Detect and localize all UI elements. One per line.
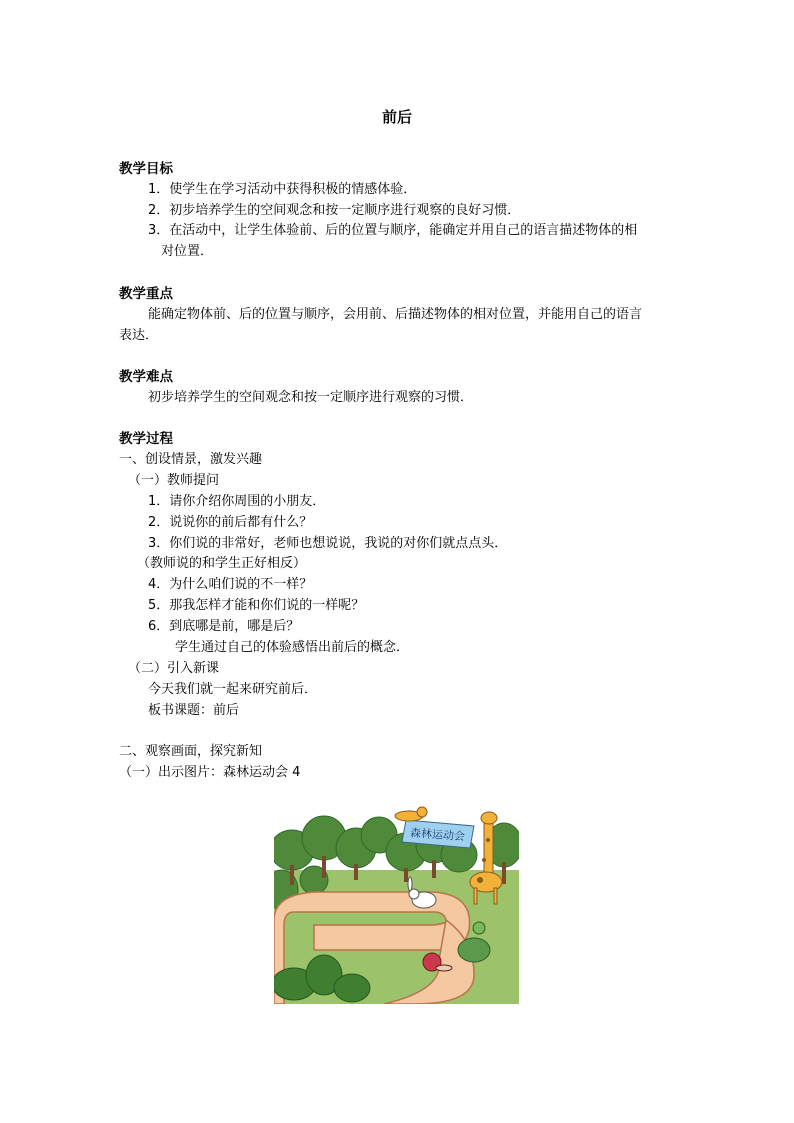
question-item: 1．请你介绍你周围的小朋友． (148, 494, 326, 509)
question-item: 4．为什么咱们说的不一样？ (148, 577, 313, 592)
difficulty-heading: 教学难点 (119, 369, 173, 385)
key-heading: 教学重点 (119, 286, 173, 302)
goal-item: 3．在活动中，让学生体验前、后的位置与顺序，能确定并用自己的语言描述物体的相 (148, 223, 638, 238)
forest-sports-illustration (274, 800, 519, 1004)
banner-text: 森林运动会 (409, 826, 466, 844)
question-item: 2．说说你的前后都有什么？ (148, 515, 313, 530)
question-item: 5．那我怎样才能和你们说的一样呢？ (148, 598, 365, 613)
page-title: 前后 (381, 108, 412, 126)
question-note: 学生通过自己的体验感悟出前后的概念． (175, 640, 410, 655)
question-item: 6．到底哪是前，哪是后？ (148, 619, 300, 634)
goal-item: 对位置． (161, 244, 214, 259)
goal-item: 1．使学生在学习活动中获得积极的情感体验． (148, 182, 417, 197)
goals-heading: 教学目标 (119, 161, 173, 177)
difficulty-text: 初步培养学生的空间观念和按一定顺序进行观察的习惯． (148, 390, 474, 405)
intro-text: 今天我们就一起来研究前后． (148, 682, 318, 697)
subsection-heading: （一）出示图片：森林运动会 4 (119, 765, 301, 780)
intro-text: 板书课题：前后 (148, 703, 240, 718)
goal-item: 2．初步培养学生的空间观念和按一定顺序进行观察的良好习惯． (148, 203, 521, 218)
key-text: 表达． (119, 328, 159, 343)
section-heading: 一、创设情景，激发兴趣 (119, 452, 263, 467)
key-text: 能确定物体前、后的位置与顺序，会用前、后描述物体的相对位置，并能用自己的语言 (148, 307, 643, 322)
subsection-heading: （一）教师提问 (128, 473, 220, 488)
section-heading: 二、观察画面，探究新知 (119, 744, 263, 759)
question-item: 3．你们说的非常好，老师也想说说，我说的对你们就点点头． (148, 536, 508, 551)
teacher-note: （教师说的和学生正好相反） (137, 556, 307, 571)
process-heading: 教学过程 (119, 431, 173, 447)
subsection-heading: （二）引入新课 (128, 661, 220, 676)
